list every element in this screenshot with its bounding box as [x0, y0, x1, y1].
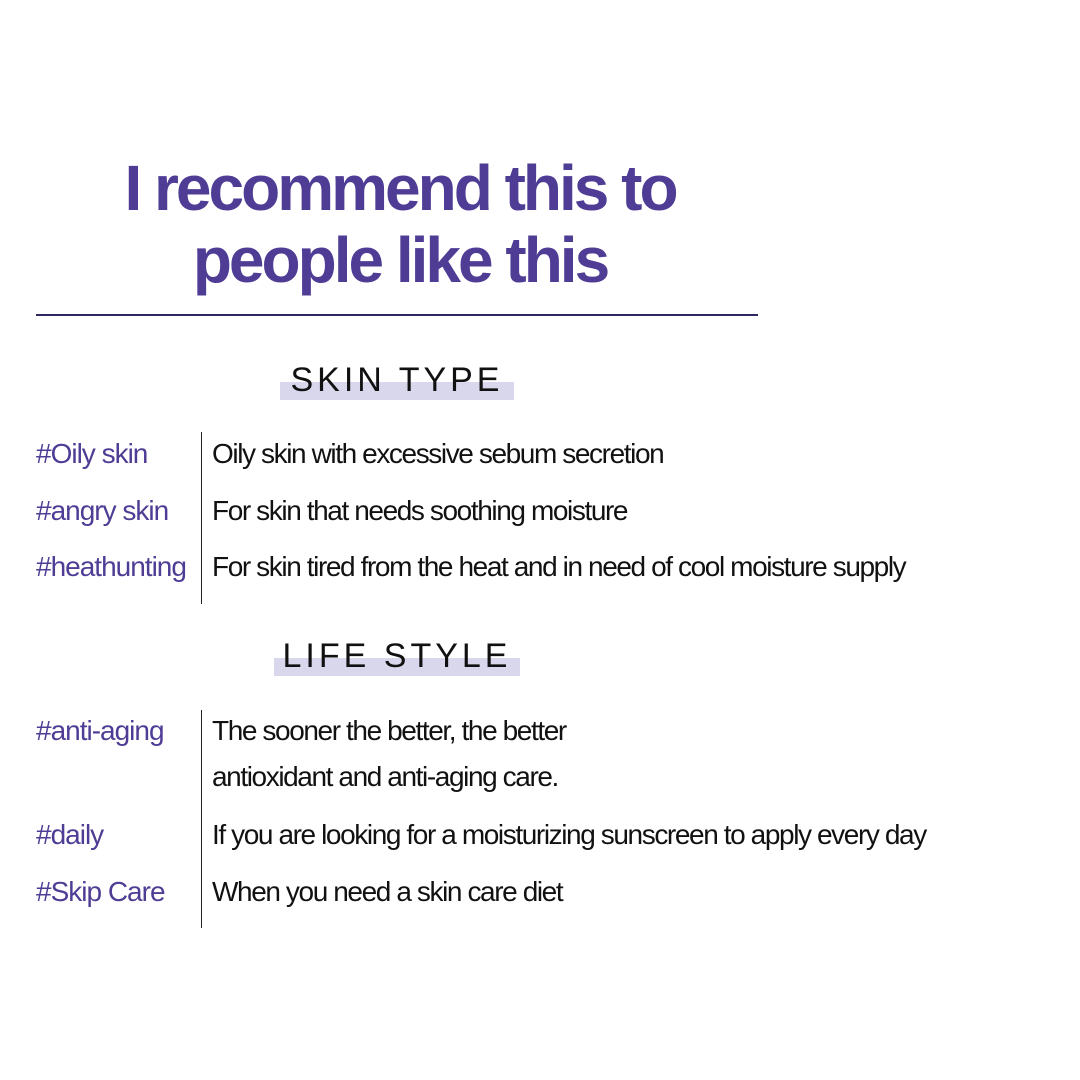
column-divider	[201, 432, 202, 604]
desc-line: When you need a skin care diet	[212, 876, 563, 907]
tag-oily-skin: #Oily skin	[36, 438, 148, 469]
desc-angry-skin	[212, 488, 627, 534]
desc-anti-aging	[212, 708, 566, 800]
desc-oily-skin	[212, 431, 663, 477]
desc-line: For skin tired from the heat and in need of cool moisture supply	[212, 551, 906, 582]
column-divider	[201, 710, 202, 928]
section-heading-text: SKIN TYPE	[290, 361, 504, 399]
desc-heathunting	[212, 544, 905, 590]
section-heading-life-style	[274, 636, 520, 676]
title-divider	[36, 314, 758, 316]
tag-daily: #daily	[36, 819, 104, 850]
tag-skip-care: #Skip Care	[36, 876, 165, 907]
section-heading-text: LIFE STYLE	[282, 637, 512, 675]
tag-angry-skin: #angry skin	[36, 495, 169, 526]
desc-daily	[212, 812, 926, 858]
desc-line: For skin that needs soothing moisture	[212, 495, 628, 526]
tag-heathunting: #heathunting	[36, 551, 186, 582]
title-line-2: people like this	[192, 224, 608, 296]
page-title	[0, 152, 800, 296]
desc-skip-care	[212, 869, 562, 915]
desc-line: antioxidant and anti-aging care.	[212, 761, 558, 792]
desc-line: If you are looking for a moisturizing sunscreen to apply every day	[212, 819, 926, 850]
tag-anti-aging: #anti-aging	[36, 715, 164, 746]
section-heading-skin-type	[280, 360, 514, 400]
title-line-1: I recommend this to	[124, 152, 676, 224]
desc-line: Oily skin with excessive sebum secretion	[212, 438, 664, 469]
desc-line: The sooner the better, the better	[212, 715, 566, 746]
